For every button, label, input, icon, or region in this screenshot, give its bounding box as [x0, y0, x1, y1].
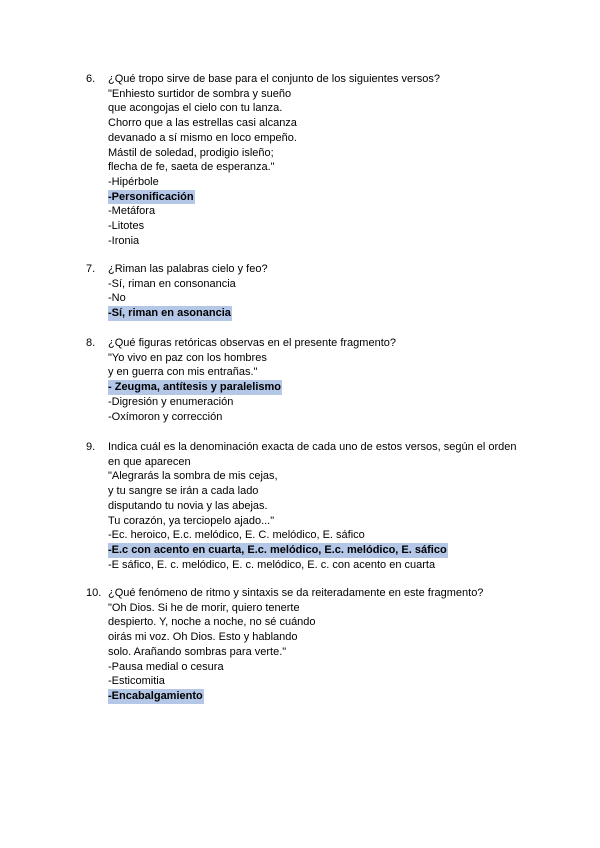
- verse-line: oirás mi voz. Oh Dios. Esto y hablando: [108, 631, 298, 644]
- correct-answer-option: -E.c con acento en cuarta, E.c. melódico, E.c. melódico, E. sáfico: [108, 543, 447, 556]
- verse-line: solo. Arañando sombras para verte.": [108, 645, 287, 658]
- question-text: ¿Riman las palabras cielo y feo?: [108, 263, 268, 275]
- verse-line: "Enhiesto surtidor de sombra y sueño: [108, 87, 292, 100]
- verse-line: que acongojas el cielo con tu lanza.: [108, 102, 283, 115]
- question-7: [86, 262, 556, 321]
- verse-line: devanado a sí mismo en loco empeño.: [108, 131, 297, 144]
- verse-line: "Yo vivo en paz con los hombres: [108, 351, 267, 364]
- answer-option: -Digresión y enumeración: [108, 395, 234, 408]
- question-number: 7.: [86, 263, 96, 275]
- answer-option: -Esticomitia: [108, 675, 165, 688]
- answer-option: -Ec. heroico, E.c. melódico, E. C. melódico, E. sáfico: [108, 529, 365, 542]
- correct-answer-option: - Zeugma, antítesis y paralelismo: [108, 381, 282, 394]
- correct-answer-option: -Personificación: [108, 190, 194, 203]
- verse-line: "Oh Dios. Si he de morir, quiero tenerte: [108, 601, 300, 614]
- question-text: Indica cuál es la denominación exacta de cada uno de estos versos, según el orden: [108, 441, 517, 453]
- answer-option: -Metáfora: [108, 205, 156, 218]
- answer-option: -Pausa medial o cesura: [108, 660, 224, 673]
- question-text: ¿Qué tropo sirve de base para el conjunto de los siguientes versos?: [108, 73, 441, 85]
- question-6: [86, 72, 556, 248]
- question-number: 9.: [86, 441, 96, 453]
- question-8: [86, 336, 556, 424]
- question-9: [86, 440, 556, 572]
- question-number: 10.: [86, 587, 102, 599]
- question-10: [86, 586, 556, 704]
- question-text: ¿Qué figuras retóricas observas en el presente fragmento?: [108, 337, 396, 349]
- answer-option: -Oxímoron y corrección: [108, 410, 223, 423]
- verse-line: Mástil de soledad, prodigio isleño;: [108, 146, 274, 159]
- question-number: 8.: [86, 337, 96, 349]
- question-number: 6.: [86, 73, 96, 85]
- verse-line: Tu corazón, ya terciopelo ajado...": [108, 514, 275, 527]
- correct-answer-option: -Encabalgamiento: [108, 689, 203, 702]
- answer-option: -Litotes: [108, 220, 145, 233]
- verse-line: y tu sangre se irán a cada lado: [108, 485, 259, 498]
- question-text-continued: en que aparecen: [108, 455, 191, 468]
- verse-line: y en guerra con mis entrañas.": [108, 366, 258, 379]
- question-text: ¿Qué fenómeno de ritmo y sintaxis se da reiteradamente en este fragmento?: [108, 587, 484, 599]
- answer-option: -No: [108, 292, 126, 305]
- answer-option: -Sí, riman en consonancia: [108, 277, 236, 290]
- correct-answer-option: -Sí, riman en asonancia: [108, 307, 231, 320]
- verse-line: Chorro que a las estrellas casi alcanza: [108, 117, 297, 130]
- verse-line: disputando tu novia y las abejas.: [108, 499, 268, 512]
- answer-option: -E sáfico, E. c. melódico, E. c. melódico, E. c. con acento en cuarta: [108, 558, 436, 571]
- verse-line: "Alegrarás la sombra de mis cejas,: [108, 470, 278, 483]
- answer-option: -Ironia: [108, 234, 140, 247]
- verse-line: despierto. Y, noche a noche, no sé cuándo: [108, 616, 316, 629]
- answer-option: -Hipérbole: [108, 175, 159, 188]
- verse-line: flecha de fe, saeta de esperanza.": [108, 161, 275, 174]
